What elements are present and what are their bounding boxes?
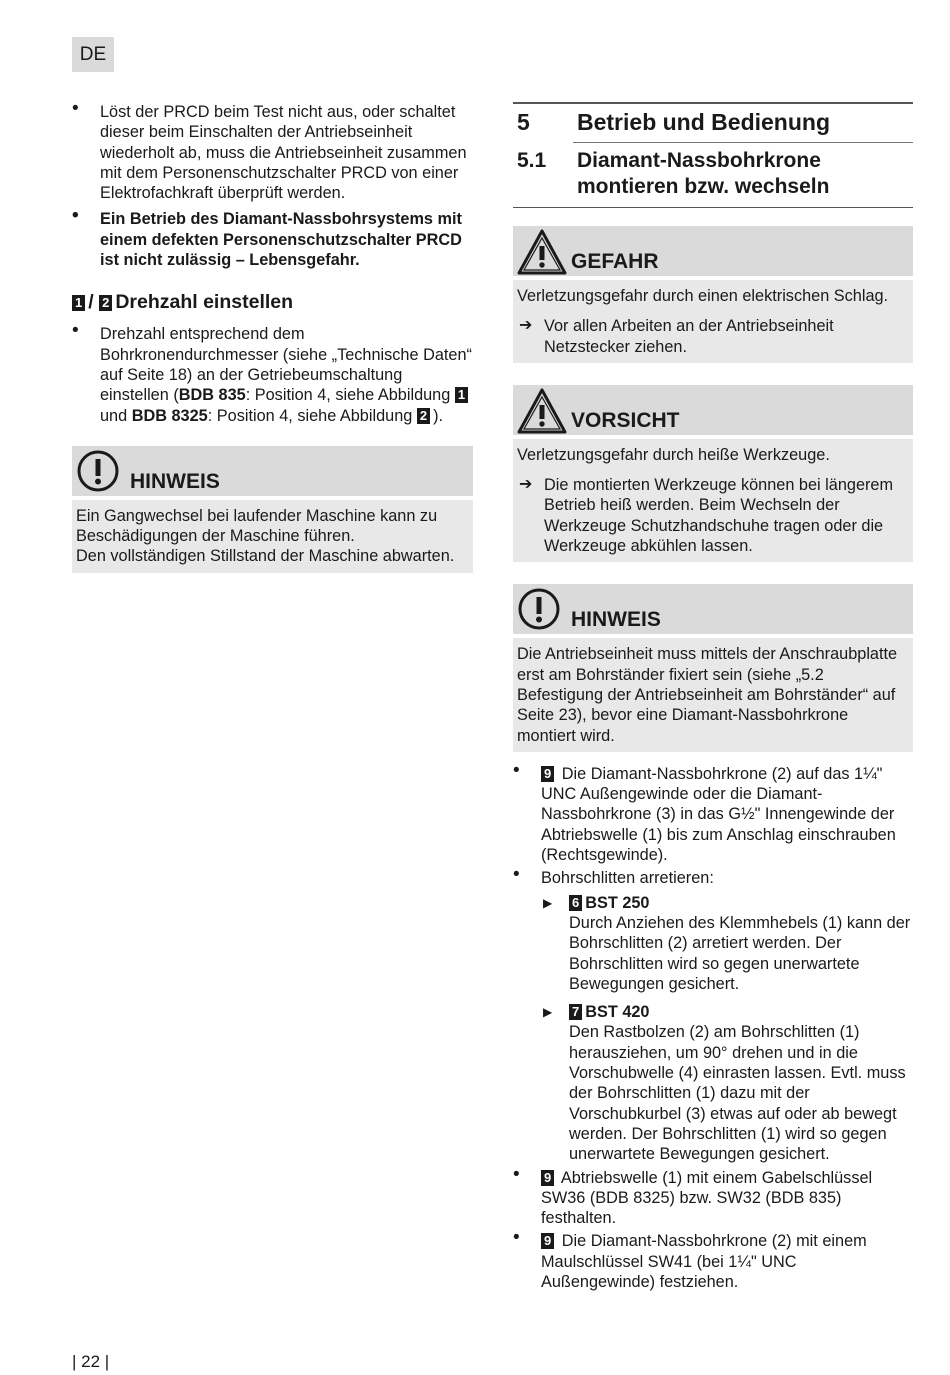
instruction-item bbox=[517, 316, 909, 357]
step-text: Bohrschlitten arretieren: bbox=[541, 869, 714, 888]
right-column bbox=[513, 102, 913, 1295]
text: : Position 4, siehe Abbildung bbox=[207, 406, 417, 425]
figure-ref: 9 bbox=[541, 766, 554, 782]
notice-header bbox=[513, 584, 913, 634]
notice-title: HINWEIS bbox=[130, 469, 220, 493]
chapter-heading bbox=[513, 102, 913, 208]
section-heading-speed bbox=[72, 290, 473, 314]
step-text: Die Diamant-Nassbohrkrone (2) auf das 1¼" UNC Außengewinde oder die Diamant-Nassbohrkrone (3) in das G½" Innengewinde der Abtriebswelle (1) bis zum Anschlag einschrauben (Rechtsgewinde). bbox=[541, 764, 896, 865]
left-column bbox=[72, 102, 473, 573]
step-item bbox=[513, 868, 913, 1164]
sub-step-bst420 bbox=[541, 1002, 913, 1164]
sub-step-text: Durch Anziehen des Klemmhebels (1) kann der Bohrschlitten (2) arretiert werden. Der Bohrschlitten wird so gegen unerwartete Bewegungen gesichert. bbox=[569, 913, 911, 993]
text: ). bbox=[433, 406, 444, 425]
caution-title: VORSICHT bbox=[571, 408, 680, 432]
chapter-title: Betrieb und Bedienung bbox=[577, 109, 830, 135]
instruction-text: Die montierten Werkzeuge können bei längerem Betrieb heiß werden. Beim Wechseln der Werkzeuge Schutzhandschuhe tragen oder die Werkzeuge abkühlen lassen. bbox=[544, 476, 894, 556]
notice-text: Die Antriebseinheit muss mittels der Anschraubplatte erst am Bohrständer fixiert sein (siehe „5.2 Befestigung der Antriebseinheit am Bohrständer“ auf Seite 23), bevor eine Diamant-Nassbohrkrone montiert wird. bbox=[517, 645, 898, 745]
sub-step-title: BST 420 bbox=[585, 1003, 650, 1022]
sub-step-bst250 bbox=[541, 893, 913, 994]
notice-text: Den vollständigen Stillstand der Maschine abwarten. bbox=[76, 547, 455, 566]
page-number: | 22 | bbox=[72, 1352, 110, 1371]
danger-title: GEFAHR bbox=[571, 250, 659, 273]
step-item bbox=[513, 764, 913, 865]
section-title: Drehzahl einstellen bbox=[115, 291, 294, 314]
notice-title: HINWEIS bbox=[571, 608, 661, 632]
notice-text: Ein Gangwechsel bei laufender Maschine kann zu Beschädigungen der Maschine führen. bbox=[76, 506, 438, 546]
figure-ref: 2 bbox=[99, 295, 112, 311]
exclamation-circle-icon bbox=[517, 587, 561, 636]
bullet-prcd-warning bbox=[72, 209, 473, 270]
figure-ref: 2 bbox=[417, 408, 430, 424]
sub-step-text: Den Rastbolzen (2) am Bohrschlitten (1) herausziehen, um 90° drehen und in die Vorschubwelle (4) einrasten lassen. Evtl. muss der Bohrschlitten (1) dazu mit der Vorschubkurbel (3) etwas auf oder ab bewegt werden. Der Bohrschlitten (1) wird so gegen unerwartete Bewegungen gesichert. bbox=[569, 1023, 906, 1164]
warning-triangle-icon bbox=[517, 229, 567, 280]
figure-ref: 1 bbox=[455, 387, 468, 403]
exclamation-circle-icon bbox=[76, 449, 120, 498]
caution-header bbox=[513, 385, 913, 435]
divider bbox=[573, 142, 913, 143]
step-text: Abtriebswelle (1) mit einem Gabelschlüssel SW36 (BDB 8325) bzw. SW32 (BDB 835) festhalten. bbox=[541, 1168, 873, 1228]
bullet-prcd-test bbox=[72, 102, 473, 203]
text: : Position 4, siehe Abbildung bbox=[245, 386, 455, 405]
instruction-item bbox=[517, 475, 909, 556]
figure-ref: 1 bbox=[72, 295, 85, 311]
figure-ref: 9 bbox=[541, 1233, 554, 1249]
chapter-number: 5 bbox=[517, 109, 530, 135]
figure-ref: 7 bbox=[569, 1004, 582, 1020]
sub-step-title: BST 250 bbox=[585, 893, 650, 912]
slash: / bbox=[88, 291, 94, 314]
step-item bbox=[513, 1168, 913, 1229]
steps-list bbox=[513, 764, 913, 1292]
danger-header bbox=[513, 226, 913, 276]
section-number: 5.1 bbox=[517, 149, 547, 172]
danger-text: Verletzungsgefahr durch einen elektrischen Schlag. bbox=[517, 287, 889, 305]
step-item bbox=[513, 1231, 913, 1292]
notice-body bbox=[72, 500, 473, 573]
instruction-text: Vor allen Arbeiten an der Antriebseinheit Netzstecker ziehen. bbox=[544, 317, 834, 356]
triangle-right-icon: ▶ bbox=[543, 895, 553, 910]
figure-ref: 9 bbox=[541, 1170, 554, 1186]
model-name: BDB 8325 bbox=[131, 406, 208, 425]
bullet-speed bbox=[72, 324, 473, 425]
model-name: BDB 835 bbox=[178, 386, 246, 405]
warning-triangle-icon bbox=[517, 388, 567, 439]
caution-text: Verletzungsgefahr durch heiße Werkzeuge. bbox=[517, 445, 830, 464]
arrow-right-icon: ➔ bbox=[519, 317, 533, 335]
figure-ref: 6 bbox=[569, 895, 582, 911]
danger-body bbox=[513, 280, 913, 363]
notice-header bbox=[72, 446, 473, 496]
arrow-right-icon: ➔ bbox=[519, 476, 533, 494]
caution-body bbox=[513, 439, 913, 562]
text: und bbox=[100, 406, 132, 425]
triangle-right-icon: ▶ bbox=[543, 1005, 553, 1020]
bullet-text: Löst der PRCD beim Test nicht aus, oder schaltet dieser beim Einschalten der Antriebseinheit wiederholt ab, muss die Antriebseinheit zusammen mit dem Personenschutzschalter PRCD von einer Elektrofachkraft überprüft werden. bbox=[100, 103, 467, 203]
bullet-text: Ein Betrieb des Diamant-Nassbohrsystems mit einem defekten Personenschutzschalter PRCD ist nicht zulässig – Lebensgefahr. bbox=[100, 210, 462, 270]
step-text: Die Diamant-Nassbohrkrone (2) mit einem Maulschlüssel SW41 (bei 1¼" UNC Außengewinde) festziehen. bbox=[541, 1232, 867, 1291]
section-title: Diamant-Nassbohrkrone montieren bzw. wechseln bbox=[577, 149, 830, 198]
notice-body bbox=[513, 638, 913, 751]
text: Drehzahl entsprechend dem Bohrkronendurchmesser (siehe „Technische Daten“ auf Seite 18) an der Getriebeumschaltung einstellen ( bbox=[100, 325, 472, 405]
language-tab: DE bbox=[72, 37, 114, 72]
